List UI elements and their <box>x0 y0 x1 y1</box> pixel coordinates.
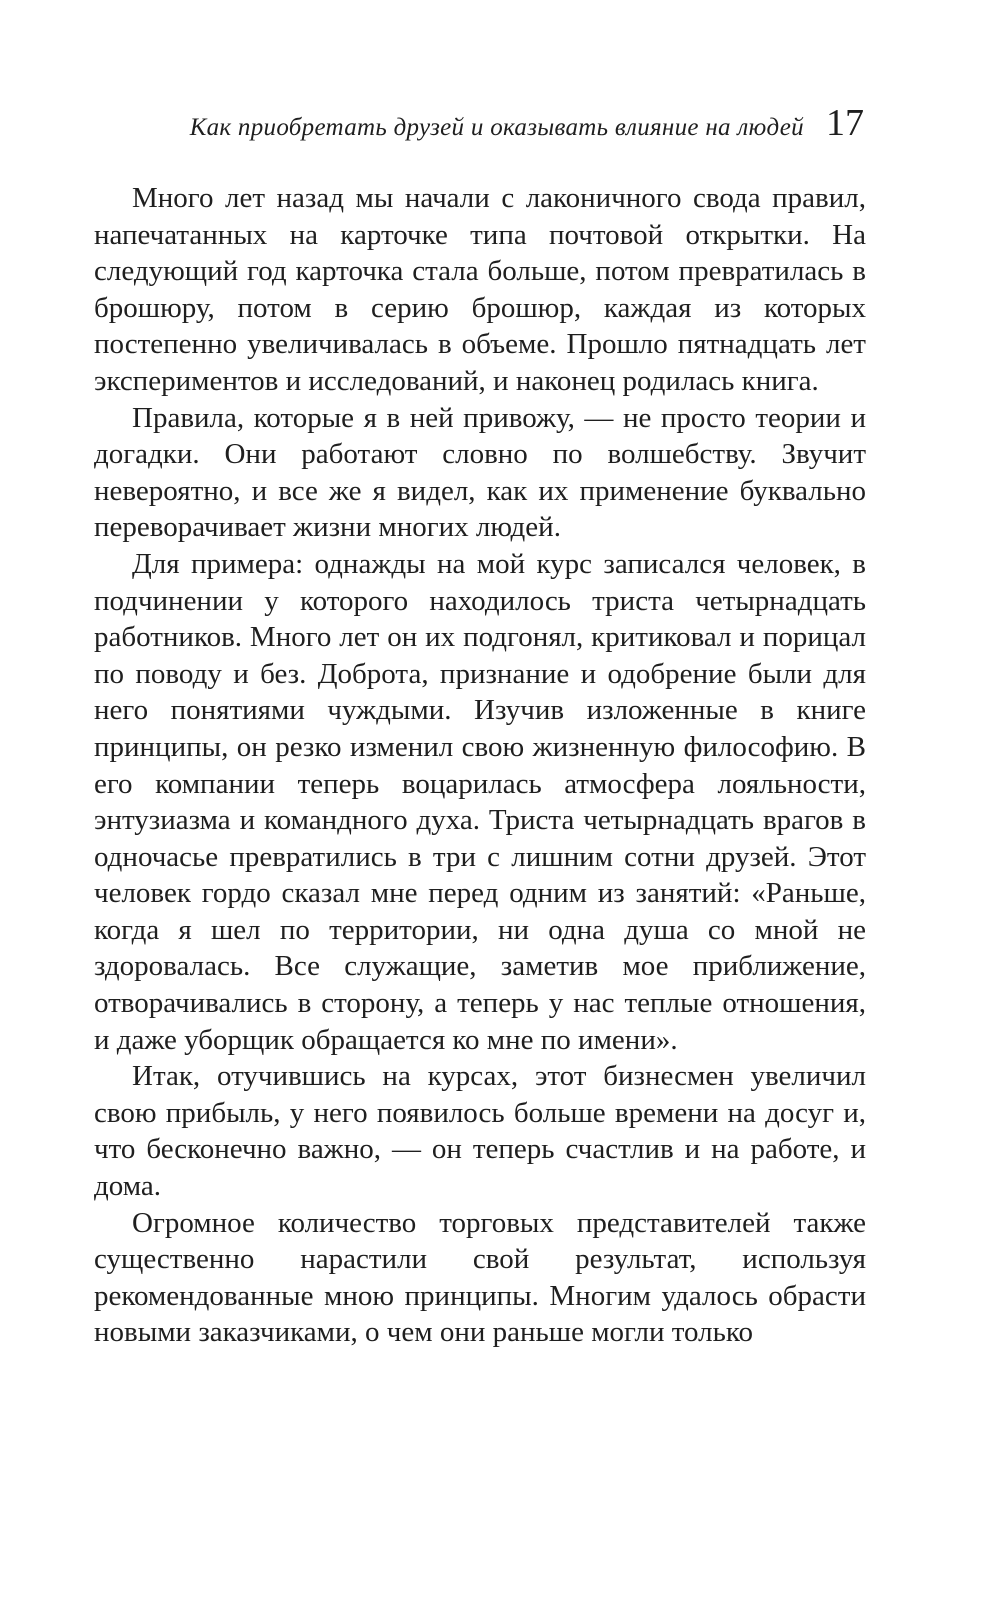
body-text <box>94 180 866 1351</box>
paragraph: Для примера: однажды на мой курс записался человек, в подчинении у которого находилось триста четырнадцать работников. Много лет он их подгонял, критиковал и порицал по поводу и без. Доброта, признание и одобрение были для него понятиями чуждыми. Изучив изложенные в книге принципы, он резко изменил свою жизненную философию. В его компании теперь воцарилась атмосфера лояльности, энтузиазма и командного духа. Триста четырнадцать врагов в одночасье превратились в три с лишним сотни друзей. Этот человек гордо сказал мне перед одним из занятий: «Раньше, когда я шел по территории, ни одна душа со мной не здоровалась. Все служащие, заметив мое приближение, отворачивались в сторону, а теперь у нас теплые отношения, и даже уборщик обращается ко мне по имени». <box>94 547 866 1056</box>
page-number: 17 <box>826 102 864 144</box>
running-header <box>94 104 864 160</box>
paragraph: Правила, которые я в ней привожу, — не просто теории и догадки. Они работают словно по волшебству. Звучит невероятно, и все же я видел, как их применение буквально переворачивает жизни многих людей. <box>94 401 866 544</box>
paragraph: Много лет назад мы начали с лаконичного свода правил, напечатанных на карточке типа почтовой открытки. На следующий год карточка стала больше, потом превратилась в брошюру, потом в серию брошюр, каждая из которых постепенно увеличивалась в объеме. Прошло пятнадцать лет экспериментов и исследований, и наконец родилась книга. <box>94 182 866 397</box>
paragraph: Итак, отучившись на курсах, этот бизнесмен увеличил свою прибыль, у него появилось больше времени на досуг и, что бесконечно важно, — он теперь счастлив и на работе, и дома. <box>94 1060 866 1203</box>
running-header-title: Как приобретать друзей и оказывать влияние на людей <box>189 114 804 141</box>
paragraph: Огромное количество торговых представителей также существенно нарастили свой результат, используя рекомендованные мною принципы. Многим удалось обрасти новыми заказчиками, о чем они раньше могли только <box>94 1206 866 1349</box>
